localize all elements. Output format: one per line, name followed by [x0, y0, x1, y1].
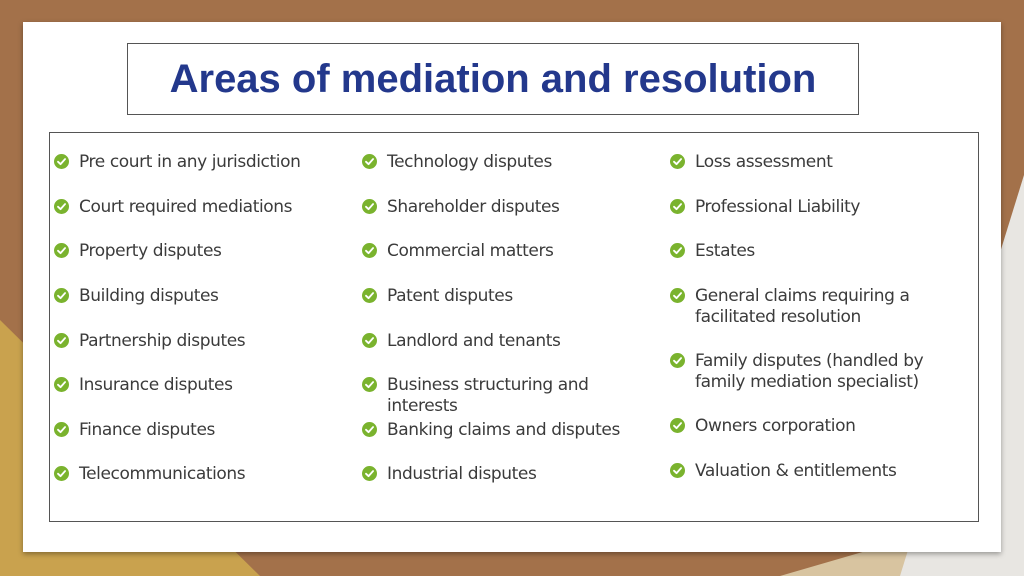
check-circle-icon [362, 154, 377, 169]
list-item-label: Technology disputes [387, 152, 552, 172]
list-item [362, 420, 620, 441]
list-item-label: Building disputes [79, 286, 219, 306]
list-item-label: Industrial disputes [387, 464, 537, 484]
list-item [670, 461, 896, 482]
check-circle-icon [54, 333, 69, 348]
list-item [362, 152, 552, 173]
list-item-label: Business structuring and interests [387, 375, 589, 416]
list-item [54, 464, 245, 485]
list-item [54, 152, 300, 173]
check-circle-icon [362, 377, 377, 392]
list-item-label: General claims requiring a facilitated resolution [695, 286, 910, 327]
check-circle-icon [362, 199, 377, 214]
check-circle-icon [362, 243, 377, 258]
check-circle-icon [670, 418, 685, 433]
check-circle-icon [54, 288, 69, 303]
list-item-label: Family disputes (handled by family mediation specialist) [695, 351, 924, 392]
list-item [670, 351, 976, 393]
list-item-label: Commercial matters [387, 241, 554, 261]
list-item [54, 331, 245, 352]
list-item-label: Patent disputes [387, 286, 513, 306]
check-circle-icon [54, 154, 69, 169]
list-item-label: Professional Liability [695, 197, 861, 217]
list-item-label: Partnership disputes [79, 331, 246, 351]
check-circle-icon [54, 199, 69, 214]
list-item-label: Banking claims and disputes [387, 420, 620, 440]
check-circle-icon [362, 333, 377, 348]
list-item-label: Valuation & entitlements [695, 461, 897, 481]
list-item-label: Property disputes [79, 241, 222, 261]
list-item-label: Landlord and tenants [387, 331, 561, 351]
check-circle-icon [670, 288, 685, 303]
list-item-label: Shareholder disputes [387, 197, 560, 217]
list-item-label: Insurance disputes [79, 375, 233, 395]
list-item-label: Estates [695, 241, 755, 261]
list-item [670, 416, 855, 437]
mediation-areas-panel [49, 132, 979, 522]
list-item [362, 464, 536, 485]
list-item [362, 331, 560, 352]
check-circle-icon [670, 154, 685, 169]
list-item [670, 197, 860, 218]
check-circle-icon [670, 353, 685, 368]
check-circle-icon [54, 422, 69, 437]
list-item-label: Court required mediations [79, 197, 293, 217]
list-item [670, 286, 976, 328]
check-circle-icon [670, 463, 685, 478]
list-item [362, 241, 554, 262]
page-title: Areas of mediation and resolution [169, 56, 817, 101]
list-item [54, 241, 221, 262]
list-item-label: Finance disputes [79, 420, 215, 440]
list-item [670, 241, 755, 262]
slide [23, 22, 1001, 552]
list-item [54, 420, 215, 441]
check-circle-icon [362, 288, 377, 303]
list-item-label: Loss assessment [695, 152, 833, 172]
list-item-label: Pre court in any jurisdiction [79, 152, 301, 172]
list-item [54, 375, 233, 396]
title-box [127, 43, 859, 115]
list-item [362, 375, 662, 417]
list-item-label: Telecommunications [79, 464, 246, 484]
list-item [670, 152, 832, 173]
check-circle-icon [54, 377, 69, 392]
list-item-label: Owners corporation [695, 416, 856, 436]
list-item [362, 197, 560, 218]
list-item [54, 197, 292, 218]
list-item [54, 286, 219, 307]
check-circle-icon [670, 243, 685, 258]
check-circle-icon [54, 243, 69, 258]
check-circle-icon [362, 466, 377, 481]
check-circle-icon [670, 199, 685, 214]
check-circle-icon [362, 422, 377, 437]
check-circle-icon [54, 466, 69, 481]
list-item [362, 286, 513, 307]
